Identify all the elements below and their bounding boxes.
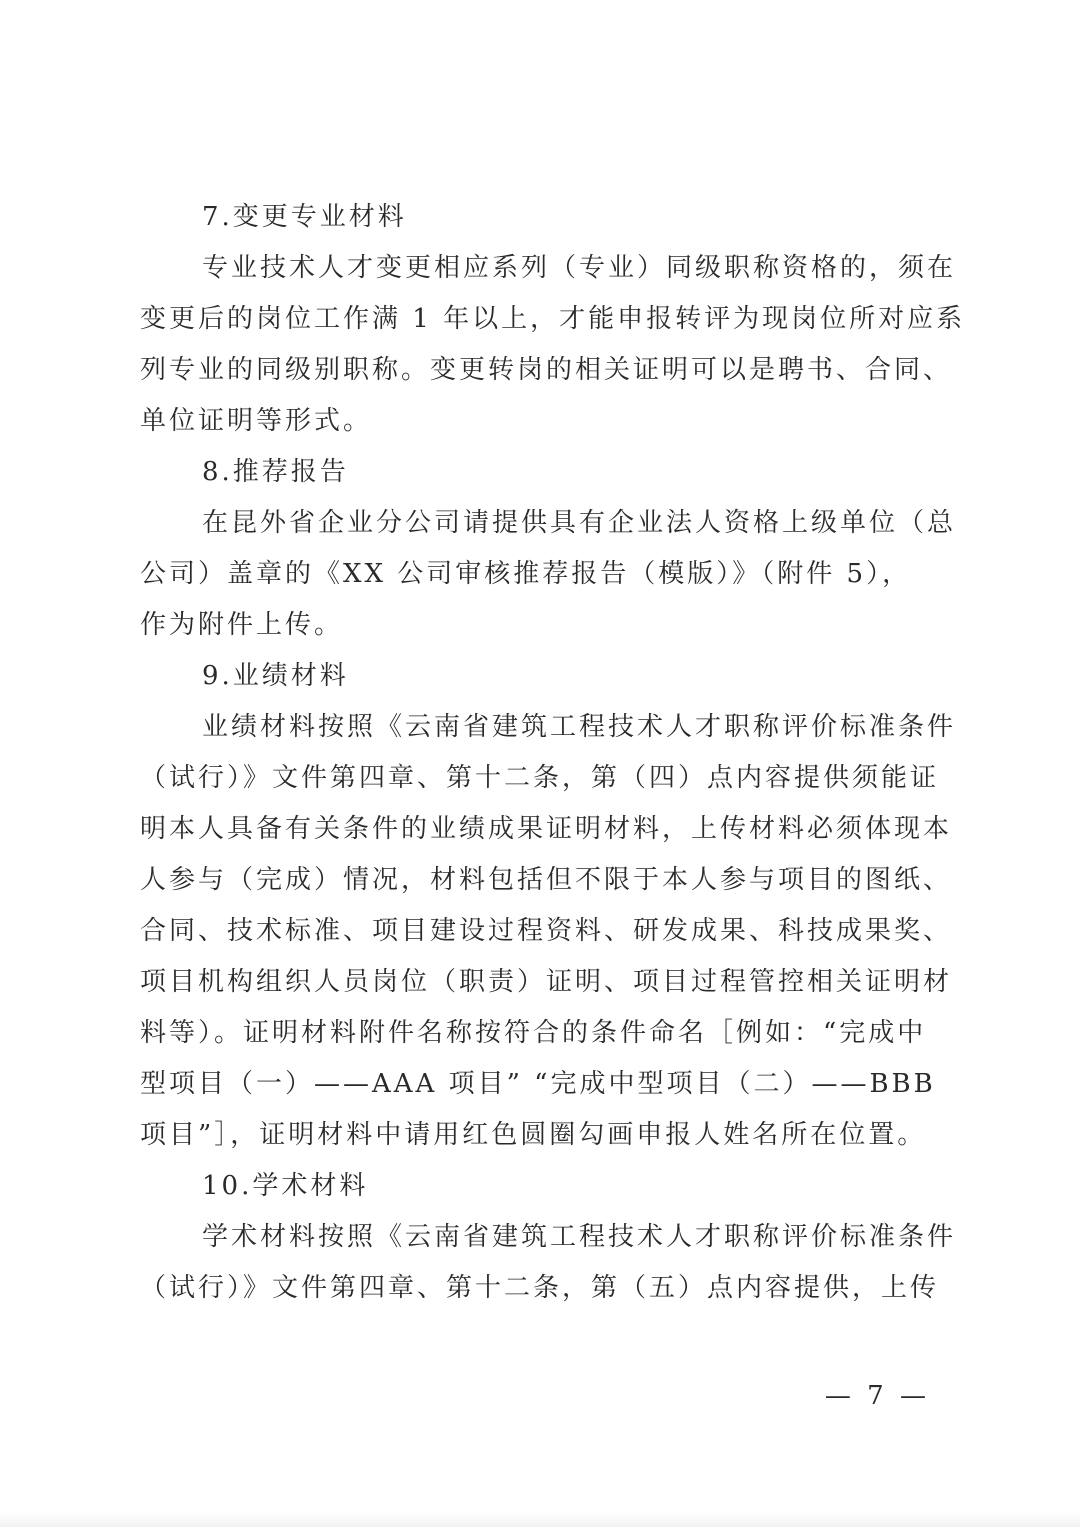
paragraph-line: 项目机构组织人员岗位（职责）证明、项目过程管控相关证明材 bbox=[140, 967, 953, 997]
document-body bbox=[140, 192, 966, 1314]
paragraph-line: 公司）盖章的《XX 公司审核推荐报告（模版）》（附件 5）， bbox=[140, 559, 912, 589]
paragraph-line: （试行）》文件第四章、第十二条，第（五）点内容提供，上传 bbox=[140, 1273, 940, 1303]
paragraph-line: 项目”］，证明材料中请用红色圆圈勾画申报人姓名所在位置。 bbox=[140, 1120, 927, 1150]
paragraph-line: 明本人具备有关条件的业绩成果证明材料，上传材料必须体现本 bbox=[140, 814, 953, 844]
paragraph-line: 专业技术人才变更相应系列（专业）同级职称资格的，须在 bbox=[202, 253, 957, 283]
paragraph-line: 变更后的岗位工作满 1 年以上，才能申报转评为现岗位所对应系 bbox=[140, 304, 966, 334]
heading-recommendation-report: 8.推荐报告 bbox=[202, 457, 349, 487]
heading-performance-materials: 9.业绩材料 bbox=[202, 661, 349, 691]
heading-academic-materials: 10.学术材料 bbox=[202, 1171, 369, 1201]
paragraph-line: 在昆外省企业分公司请提供具有企业法人资格上级单位（总 bbox=[202, 508, 957, 538]
paragraph-line: （试行）》文件第四章、第十二条，第（四）点内容提供须能证 bbox=[140, 763, 940, 793]
paragraph-line: 业绩材料按照《云南省建筑工程技术人才职称评价标准条件 bbox=[202, 712, 957, 742]
page-number: — 7 — bbox=[824, 1381, 930, 1411]
paragraph-line: 人参与（完成）情况，材料包括但不限于本人参与项目的图纸、 bbox=[140, 865, 953, 895]
paragraph-line: 学术材料按照《云南省建筑工程技术人才职称评价标准条件 bbox=[202, 1222, 957, 1252]
page-bottom-edge bbox=[0, 1513, 1080, 1527]
paragraph-line: 列专业的同级别职称。变更转岗的相关证明可以是聘书、合同、 bbox=[140, 355, 953, 385]
paragraph-line: 作为附件上传。 bbox=[140, 610, 344, 640]
paragraph-line: 型项目（一）——AAA 项目” “完成中型项目（二）——BBB bbox=[140, 1069, 936, 1099]
paragraph-line: 料等）。证明材料附件名称按符合的条件命名［例如：“完成中 bbox=[140, 1018, 927, 1048]
paragraph-line: 单位证明等形式。 bbox=[140, 406, 373, 436]
paragraph-line: 合同、技术标准、项目建设过程资料、研发成果、科技成果奖、 bbox=[140, 916, 953, 946]
heading-change-major: 7.变更专业材料 bbox=[202, 202, 407, 232]
